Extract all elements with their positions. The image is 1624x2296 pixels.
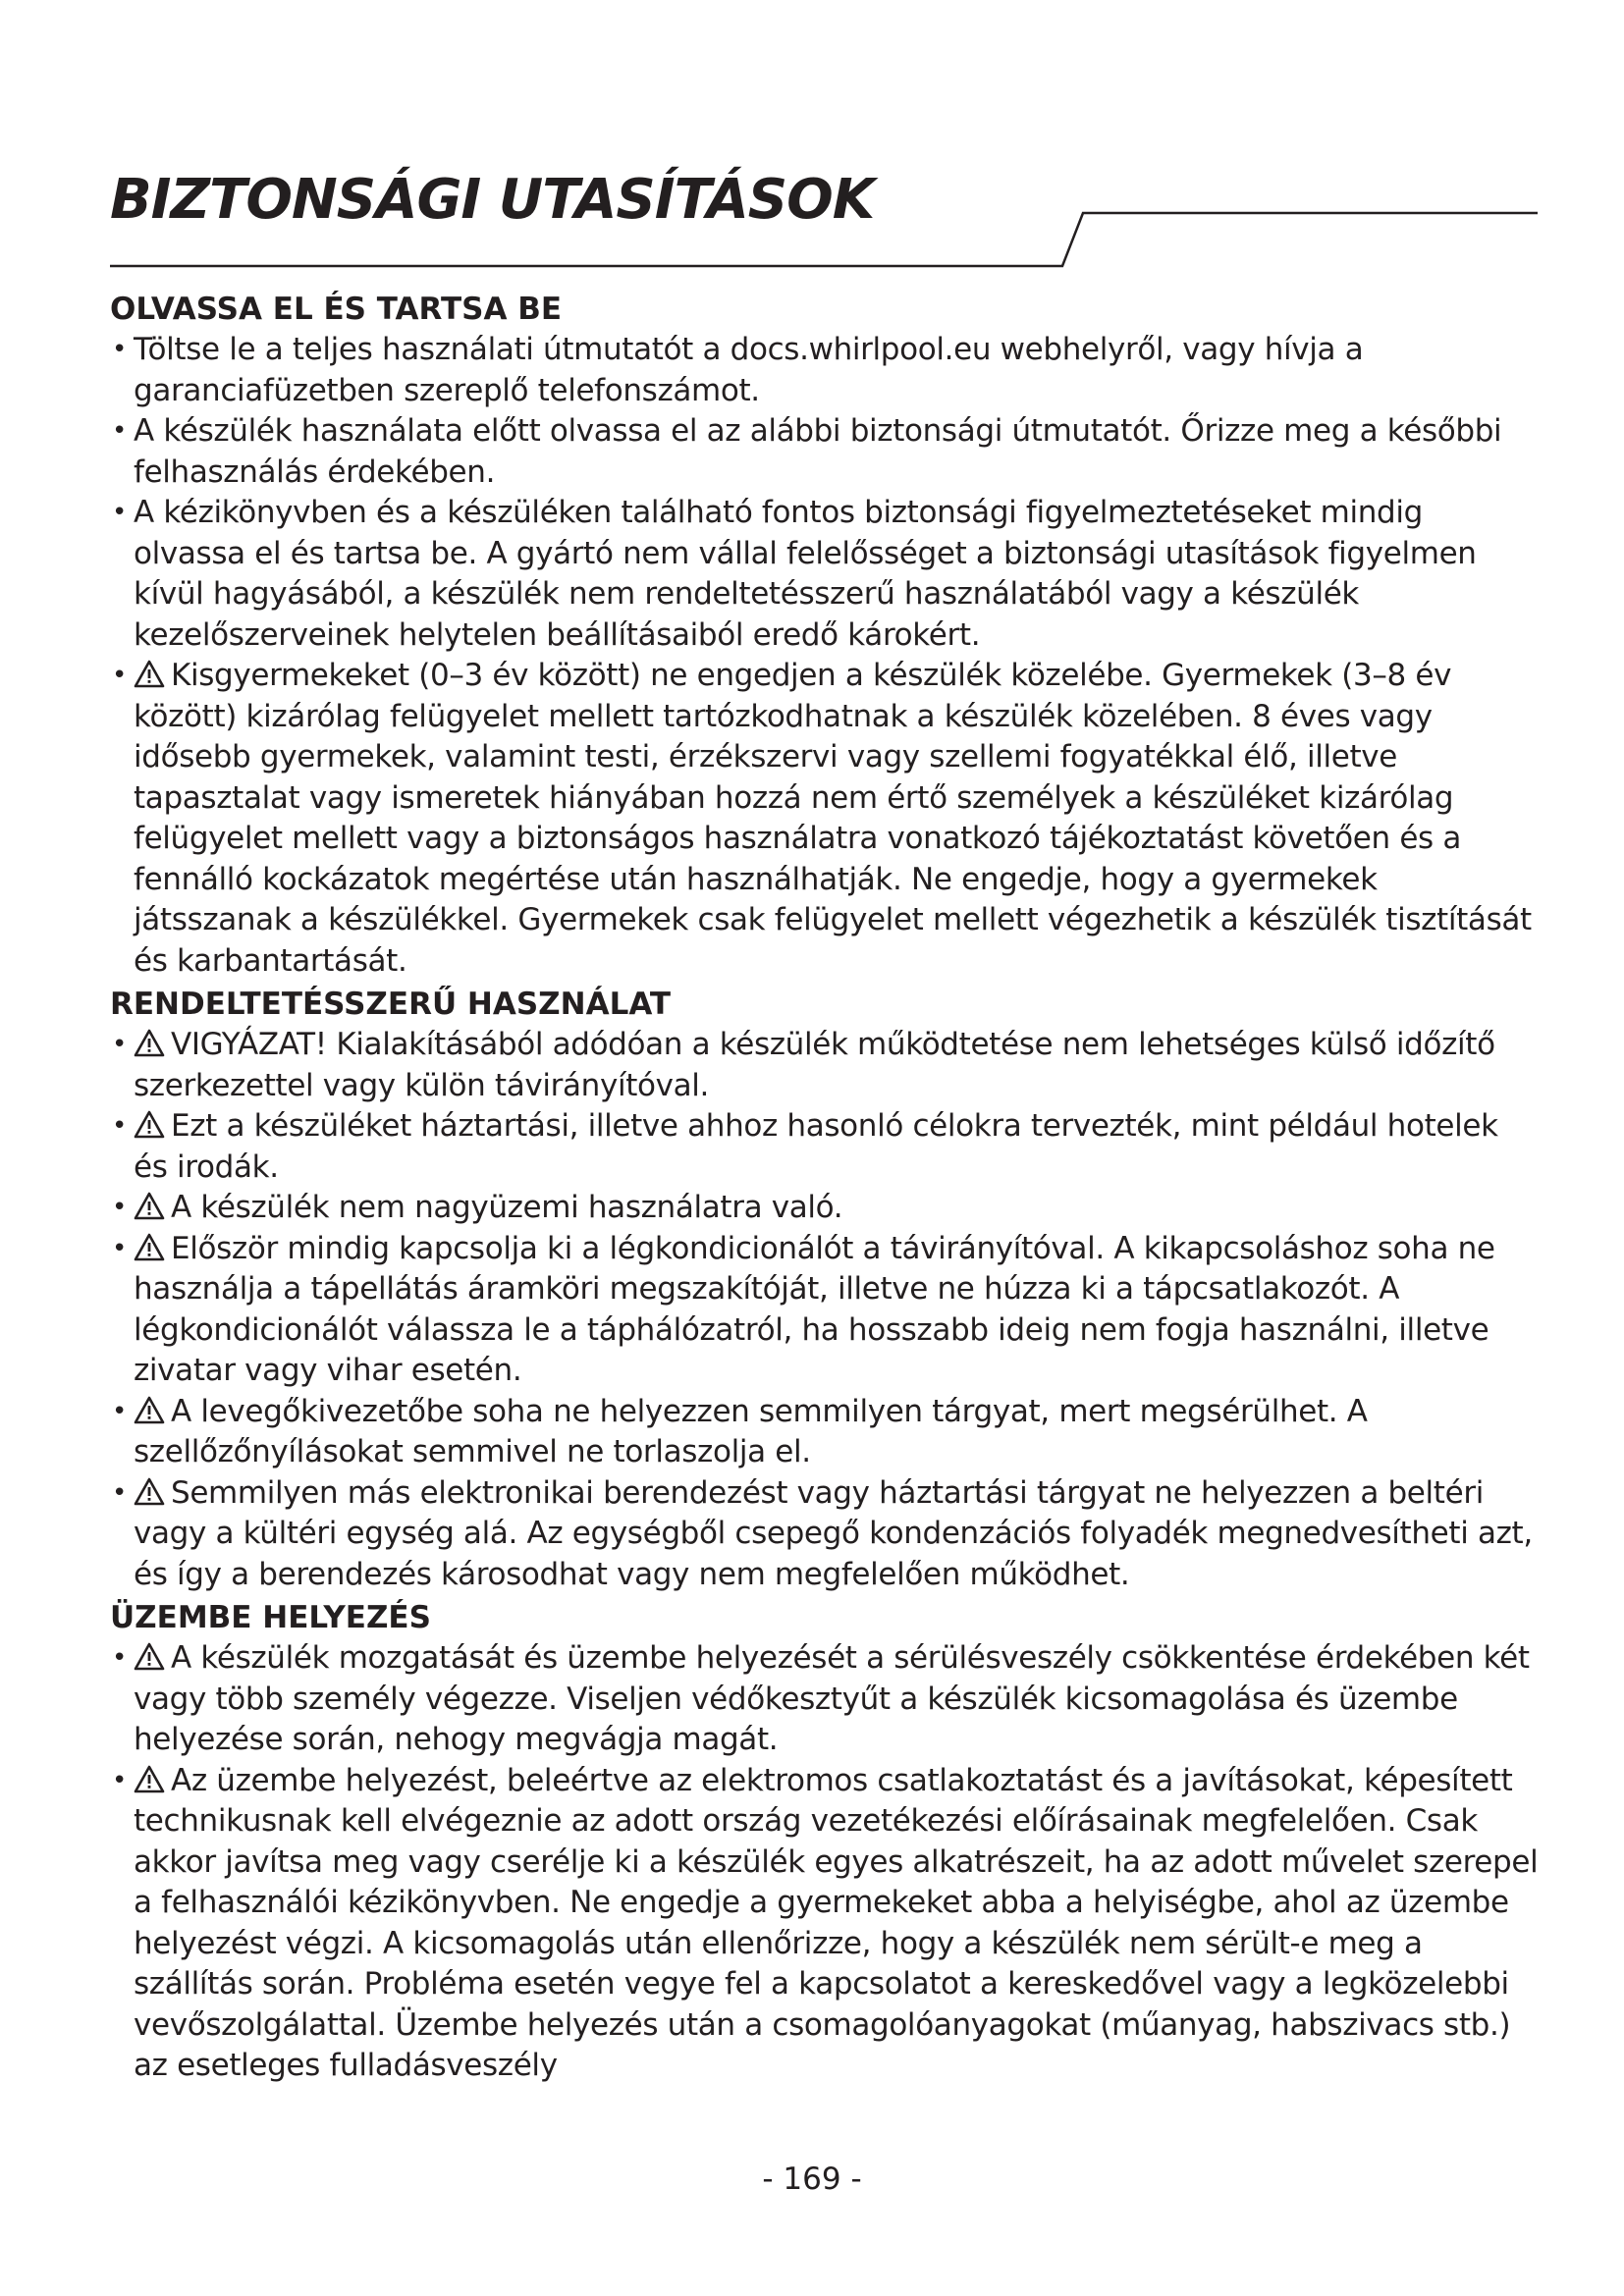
title-underline: [0, 0, 1624, 294]
bullet-icon: •: [112, 1233, 127, 1263]
bullet-icon: •: [112, 498, 127, 527]
page-title: BIZTONSÁGI UTASÍTÁSOK: [110, 168, 875, 232]
document-body: [110, 289, 1539, 2089]
list-item: [110, 411, 1539, 493]
warning-triangle-icon: [134, 659, 165, 687]
bullet-icon: •: [112, 661, 127, 690]
warning-triangle-icon: [134, 1109, 165, 1138]
warning-triangle-icon: [134, 1028, 165, 1056]
section-heading: RENDELTETÉSSZERŰ HASZNÁLAT: [110, 987, 672, 1022]
bullet-icon: •: [112, 1643, 127, 1673]
bullet-icon: •: [112, 1765, 127, 1795]
list-item-text: Töltse le a teljes használati útmutatót a docs.whirlpool.eu webhelyről, vagy hívja a garanciafüzetben szereplő telefonszámot.: [134, 332, 1364, 408]
list-item-text: A levegőkivezetőbe soha ne helyezzen semmilyen tárgyat, mert megsérülhet. A szellőzőnyílásokat semmivel ne torlaszolja el.: [134, 1393, 1368, 1469]
warning-triangle-icon: [134, 1232, 165, 1260]
section-heading: OLVASSA EL ÉS TARTSA BE: [110, 292, 563, 327]
list-item: [110, 330, 1539, 411]
list-item: [110, 1025, 1539, 1106]
bullet-icon: •: [112, 416, 127, 446]
bullet-icon: •: [112, 1030, 127, 1059]
section-list: [110, 330, 1539, 982]
list-item-text: VIGYÁZAT! Kialakításából adódóan a készülék működtetése nem lehetséges külső időzítő szerkezettel vagy külön távirányítóval.: [134, 1027, 1495, 1103]
list-item-text: A készülék nem nagyüzemi használatra való.: [171, 1190, 843, 1225]
list-item-text: Az üzembe helyezést, beleértve az elektromos csatlakoztatást és a javításokat, képesített technikusnak kell elvégeznie az adott ország vezetékezési előírásainak megfelelően. Csak akkor javítsa meg vagy cserélje ki a készülék egyes alkatrészeit, ha az adott művelet szerepel a felhasználói kézikönyvben. Ne engedje a gyermekeket abba a helyiségbe, ahol az üzembe helyezést végzi. A kicsomagolás után ellenőrizze, hogy a készülék nem sérült-e meg a szállítás során. Probléma esetén vegye fel a kapcsolatot a kereskedővel vagy a legközelebbi vevőszolgálattal. Üzembe helyezés után a csomagolóanyagokat (műanyag, habszivacs stb.) az esetleges fulladásveszély: [134, 1762, 1539, 2083]
list-item: [110, 1188, 1539, 1229]
bullet-icon: •: [112, 1193, 127, 1222]
warning-triangle-icon: [134, 1764, 165, 1792]
list-item: [110, 1638, 1539, 1761]
list-item: [110, 1229, 1539, 1392]
list-item: [110, 1473, 1539, 1596]
list-item-text: A készülék használata előtt olvassa el az alábbi biztonsági útmutatót. Őrizze meg a későbbi felhasználás érdekében.: [134, 413, 1502, 490]
warning-triangle-icon: [134, 1395, 165, 1423]
list-item: [110, 493, 1539, 656]
page-number: - 169 -: [762, 2162, 862, 2197]
section-list: [110, 1025, 1539, 1595]
bullet-icon: •: [112, 1477, 127, 1508]
bullet-icon: •: [112, 1111, 127, 1141]
list-item-text: Ezt a készüléket háztartási, illetve ahhoz hasonló célokra tervezték, mint például hotelek és irodák.: [134, 1108, 1498, 1185]
section-list: [110, 1638, 1539, 2087]
bullet-icon: •: [112, 335, 127, 364]
list-item: [110, 1106, 1539, 1188]
list-item-text: A készülék mozgatását és üzembe helyezését a sérülésveszély csökkentése érdekében két vagy több személy végezze. Viseljen védőkesztyűt a készülék kicsomagolása és üzembe helyezése során, nehogy megvágja magát.: [134, 1640, 1530, 1757]
warning-triangle-icon: [134, 1641, 165, 1670]
list-item-text: Kisgyermekeket (0–3 év között) ne engedjen a készülék közelébe. Gyermekek (3–8 év között) kizárólag felügyelet mellett tartózkodhatnak a készülék közelében. 8 éves vagy idősebb gyermekek, valamint testi, érzékszervi vagy szellemi fogyatékkal élő, illetve tapasztalat vagy ismeretek hiányában hozzá nem értő személyek a készüléket kizárólag felügyelet mellett vagy a biztonságos használatra vonatkozó tájékoztatást követően és a fennálló kockázatok megértése után használhatják. Ne engedje, hogy a gyermekek játsszanak a készülékkel. Gyermekek csak felügyelet mellett végezhetik a készülék tisztítását és karbantartását.: [134, 658, 1532, 979]
list-item-text: Először mindig kapcsolja ki a légkondicionálót a távirányítóval. A kikapcsoláshoz soha ne használja a tápellátás áramköri megszakítóját, illetve ne húzza ki a tápcsatlakozót. A légkondicionálót válassza le a táphálózatról, ha hosszabb ideig nem fogja használni, illetve zivatar vagy vihar esetén.: [134, 1230, 1495, 1388]
list-item: [110, 1392, 1539, 1473]
list-item-text: Semmilyen más elektronikai berendezést vagy háztartási tárgyat ne helyezzen a beltéri vagy a kültéri egység alá. Az egységből csepegő kondenzációs folyadék megnedvesítheti azt, és így a berendezés károsodhat vagy nem megfelelően működhet.: [134, 1474, 1533, 1592]
section-heading: ÜZEMBE HELYEZÉS: [110, 1600, 431, 1635]
list-item: [110, 656, 1539, 982]
warning-triangle-icon: [134, 1476, 165, 1505]
list-item-text: A kézikönyvben és a készüléken található fontos biztonsági figyelmeztetéseket mindig olvassa el és tartsa be. A gyártó nem vállal felelősséget a biztonsági utasítások figyelmen kívül hagyásából, a készülék nem rendeltetésszerű használatából vagy a készülék kezelőszerveinek helytelen beállításaiból eredő károkért.: [134, 495, 1477, 653]
warning-triangle-icon: [134, 1191, 165, 1219]
bullet-icon: •: [112, 1396, 127, 1426]
list-item: [110, 1761, 1539, 2087]
